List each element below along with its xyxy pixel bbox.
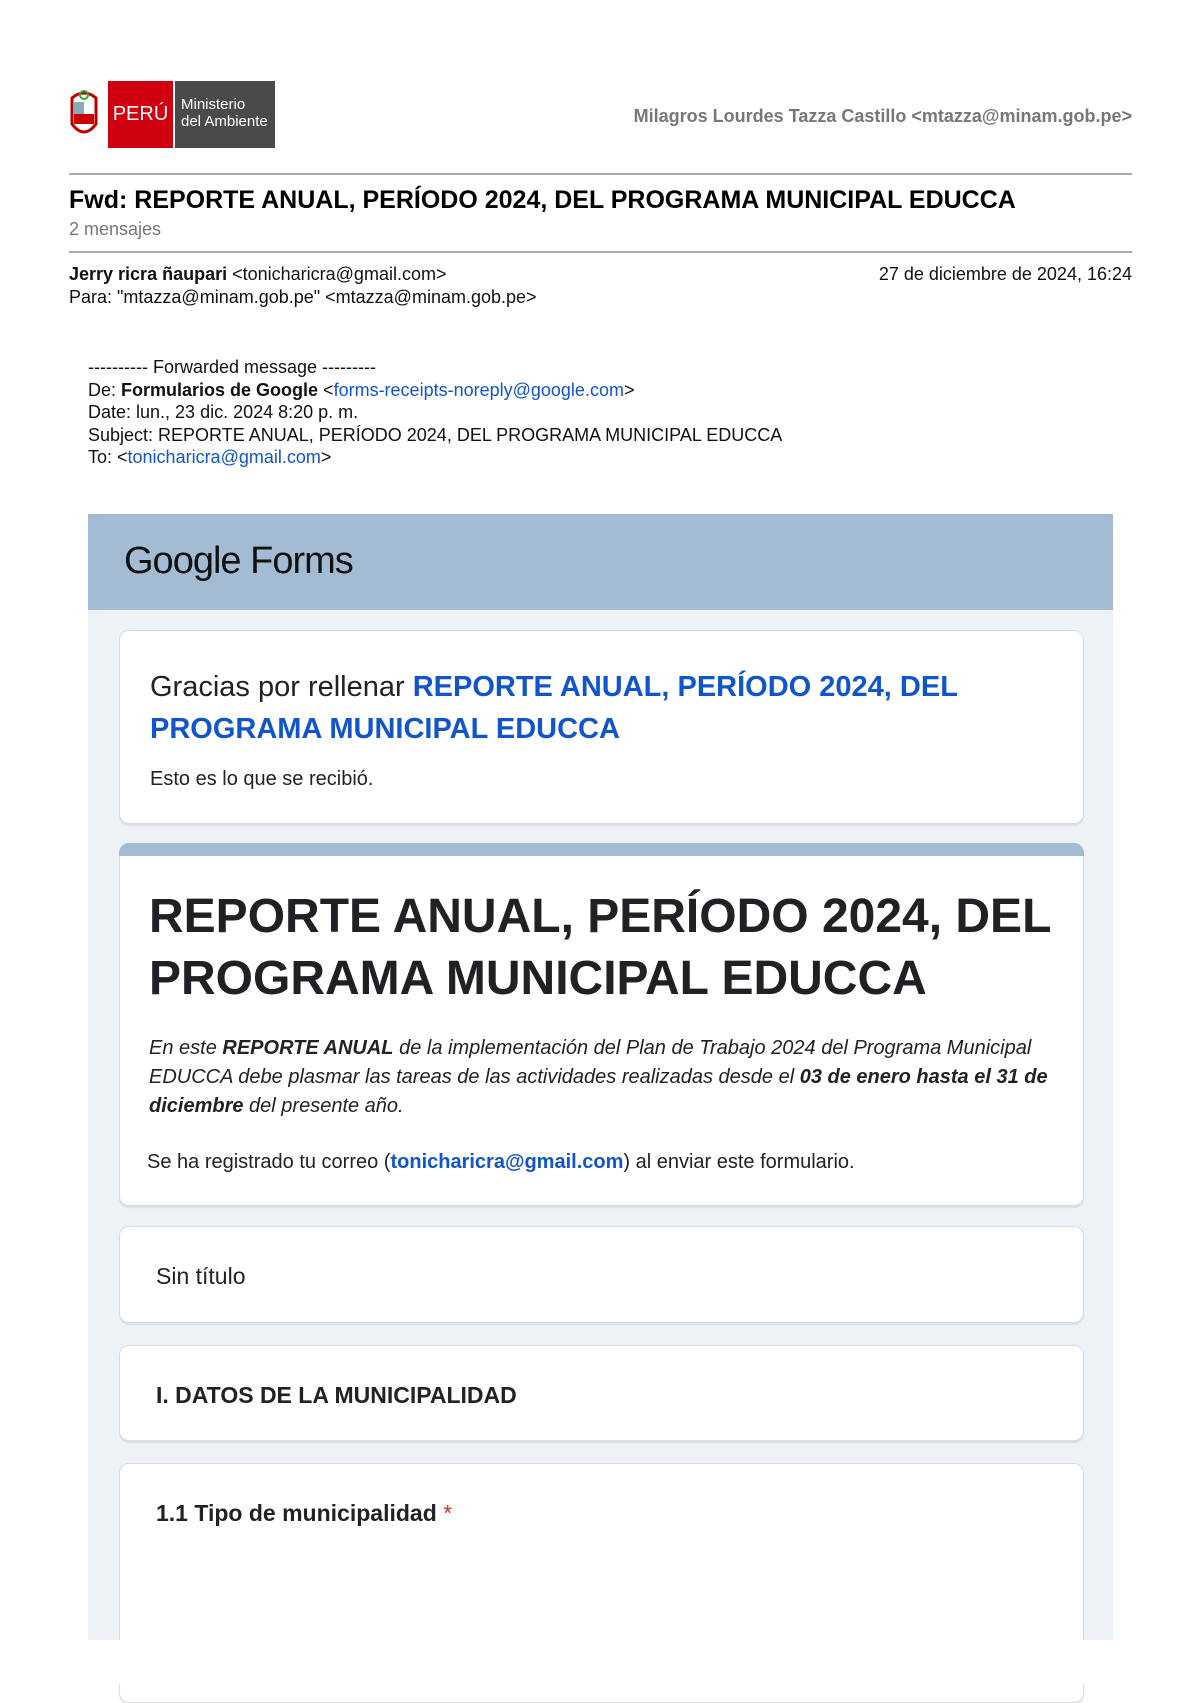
forwarded-date: Date: lun., 23 dic. 2024 8:20 p. m. xyxy=(88,402,359,422)
ministry-label: Ministerio del Ambiente xyxy=(173,81,275,148)
section-untitled-card xyxy=(119,1226,1084,1323)
form-title-card xyxy=(119,843,1084,1206)
forwarded-block xyxy=(88,356,782,469)
form-title: REPORTE ANUAL, PERÍODO 2024, DEL PROGRAMA MUNICIPAL EDUCCA xyxy=(149,890,1051,1005)
required-mark: * xyxy=(443,1500,453,1526)
recorded-email-link[interactable]: tonicharicra@gmail.com xyxy=(390,1151,624,1173)
forwarded-to: To: <tonicharicra@gmail.com> xyxy=(88,447,332,467)
recorded-email-note: Se ha registrado tu correo (tonicharicra@gmail.com) al enviar este formulario. xyxy=(147,1151,855,1173)
message-count: 2 mensajes xyxy=(69,219,162,239)
sender-line xyxy=(69,263,446,286)
peru-coat-of-arms-icon xyxy=(60,81,108,148)
to-email-link[interactable]: tonicharicra@gmail.com xyxy=(127,447,321,467)
from-email-link[interactable]: forms-receipts-noreply@google.com xyxy=(333,379,624,400)
forwarded-subject: Subject: REPORTE ANUAL, PERÍODO 2024, DEL PROGRAMA MUNICIPAL EDUCCA xyxy=(88,424,783,445)
section-untitled: Sin título xyxy=(156,1263,246,1289)
page-bottom-mask xyxy=(0,1640,1190,1684)
thanks-text: Gracias por rellenar REPORTE ANUAL, PERÍODO 2024, DEL PROGRAMA MUNICIPAL EDUCCA xyxy=(150,671,958,745)
google-forms-header xyxy=(88,514,1113,610)
minam-logo xyxy=(60,81,275,148)
divider xyxy=(69,173,1132,175)
thread-subject: Fwd: REPORTE ANUAL, PERÍODO 2024, DEL PROGRAMA MUNICIPAL EDUCCA xyxy=(69,186,1016,214)
question-1-1: 1.1 Tipo de municipalidad * xyxy=(156,1500,453,1526)
account-header: Milagros Lourdes Tazza Castillo <mtazza@minam.gob.pe> xyxy=(633,106,1132,126)
section-1-title: I. DATOS DE LA MUNICIPALIDAD xyxy=(156,1382,517,1408)
received-text: Esto es lo que se recibió. xyxy=(150,768,374,790)
section-1-card xyxy=(119,1345,1084,1441)
peru-label: PERÚ xyxy=(108,81,173,148)
message-date: 27 de diciembre de 2024, 16:24 xyxy=(878,264,1132,284)
sender-name: Jerry ricra ñaupari xyxy=(69,264,228,284)
divider xyxy=(69,251,1132,253)
thanks-card xyxy=(119,630,1084,824)
sender-email: <tonicharicra@gmail.com> xyxy=(232,264,447,284)
forwarded-header: ---------- Forwarded message --------- xyxy=(88,357,376,377)
form-description: En este REPORTE ANUAL de la implementación del Plan de Trabajo 2024 del Programa Municipal EDUCCA debe plasmar las tareas de las actividades realizadas desde el 03 de enero hasta el 31 de diciembre del presente año. xyxy=(149,1037,1048,1117)
google-forms-logo: Google Forms xyxy=(124,540,353,582)
form-link[interactable]: REPORTE ANUAL, PERÍODO 2024, DEL PROGRAMA MUNICIPAL EDUCCA xyxy=(150,671,958,745)
forwarded-from: De: Formularios de Google <forms-receipts-noreply@google.com> xyxy=(88,379,635,400)
recipient-line: Para: "mtazza@minam.gob.pe" <mtazza@minam.gob.pe> xyxy=(69,287,537,307)
card-accent-bar xyxy=(119,843,1084,856)
